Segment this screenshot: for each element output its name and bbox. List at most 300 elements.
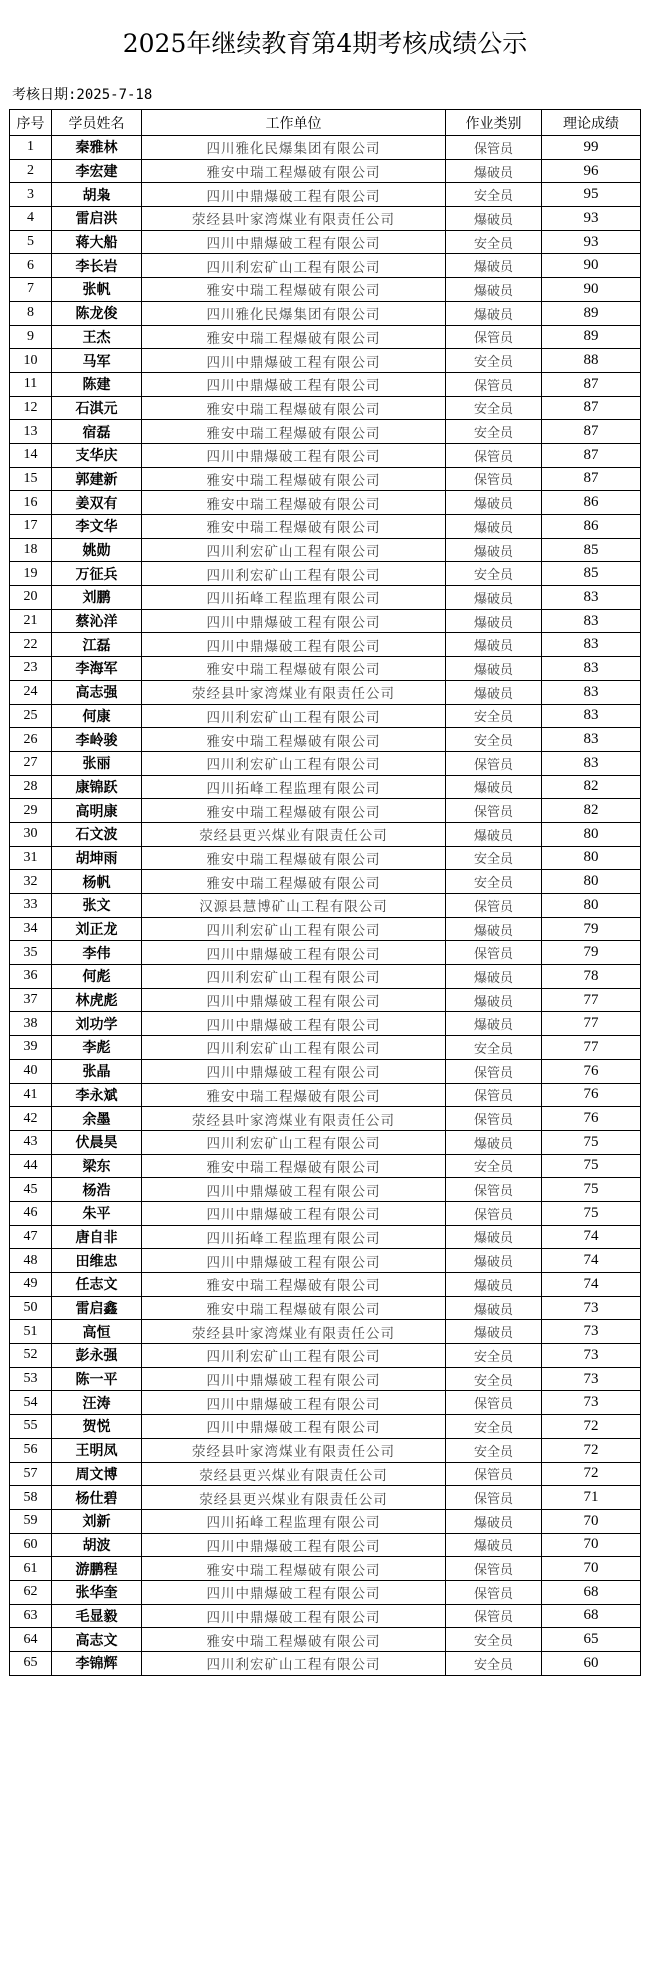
- student-name: 张文: [52, 894, 142, 918]
- table-row: [10, 1107, 641, 1131]
- student-name: 姜双有: [52, 491, 142, 515]
- student-name: 李永斌: [52, 1083, 142, 1107]
- job-category: 爆破员: [446, 917, 542, 941]
- theory-score: 70: [542, 1533, 641, 1557]
- theory-score: 83: [542, 609, 641, 633]
- row-number: 27: [10, 751, 52, 775]
- theory-score: 65: [542, 1628, 641, 1652]
- table-row: [10, 917, 641, 941]
- header-score: 理论成绩: [542, 110, 641, 136]
- table-row: [10, 1083, 641, 1107]
- student-name: 马军: [52, 349, 142, 373]
- theory-score: 83: [542, 751, 641, 775]
- row-number: 49: [10, 1273, 52, 1297]
- row-number: 3: [10, 183, 52, 207]
- theory-score: 76: [542, 1083, 641, 1107]
- student-name: 郭建新: [52, 467, 142, 491]
- row-number: 38: [10, 1012, 52, 1036]
- work-unit: 四川中鼎爆破工程有限公司: [142, 372, 446, 396]
- job-category: 保管员: [446, 467, 542, 491]
- work-unit: 四川中鼎爆破工程有限公司: [142, 183, 446, 207]
- table-row: [10, 941, 641, 965]
- theory-score: 96: [542, 159, 641, 183]
- row-number: 29: [10, 799, 52, 823]
- work-unit: 雅安中瑞工程爆破有限公司: [142, 420, 446, 444]
- work-unit: 荥经县叶家湾煤业有限责任公司: [142, 207, 446, 231]
- row-number: 54: [10, 1391, 52, 1415]
- theory-score: 90: [542, 278, 641, 302]
- row-number: 11: [10, 372, 52, 396]
- work-unit: 荥经县叶家湾煤业有限责任公司: [142, 1320, 446, 1344]
- student-name: 毛显毅: [52, 1604, 142, 1628]
- job-category: 安全员: [446, 1652, 542, 1676]
- row-number: 57: [10, 1462, 52, 1486]
- work-unit: 雅安中瑞工程爆破有限公司: [142, 870, 446, 894]
- job-category: 爆破员: [446, 207, 542, 231]
- table-row: [10, 278, 641, 302]
- table-row: [10, 183, 641, 207]
- theory-score: 90: [542, 254, 641, 278]
- job-category: 爆破员: [446, 491, 542, 515]
- work-unit: 雅安中瑞工程爆破有限公司: [142, 846, 446, 870]
- student-name: 高明康: [52, 799, 142, 823]
- work-unit: 四川雅化民爆集团有限公司: [142, 301, 446, 325]
- job-category: 爆破员: [446, 680, 542, 704]
- row-number: 58: [10, 1486, 52, 1510]
- theory-score: 75: [542, 1154, 641, 1178]
- theory-score: 68: [542, 1604, 641, 1628]
- work-unit: 四川中鼎爆破工程有限公司: [142, 349, 446, 373]
- job-category: 保管员: [446, 1604, 542, 1628]
- theory-score: 85: [542, 538, 641, 562]
- work-unit: 雅安中瑞工程爆破有限公司: [142, 1628, 446, 1652]
- table-row: [10, 1652, 641, 1676]
- row-number: 52: [10, 1344, 52, 1368]
- theory-score: 73: [542, 1367, 641, 1391]
- work-unit: 雅安中瑞工程爆破有限公司: [142, 1273, 446, 1297]
- job-category: 爆破员: [446, 278, 542, 302]
- theory-score: 80: [542, 846, 641, 870]
- row-number: 16: [10, 491, 52, 515]
- theory-score: 86: [542, 515, 641, 539]
- table-row: [10, 1178, 641, 1202]
- work-unit: 四川拓峰工程监理有限公司: [142, 1225, 446, 1249]
- score-table: [9, 109, 641, 1676]
- table-row: [10, 159, 641, 183]
- table-row: [10, 1367, 641, 1391]
- table-row: [10, 1486, 641, 1510]
- table-row: [10, 870, 641, 894]
- exam-date: 考核日期:2025-7-18: [12, 87, 153, 103]
- student-name: 陈龙俊: [52, 301, 142, 325]
- table-row: [10, 420, 641, 444]
- theory-score: 60: [542, 1652, 641, 1676]
- table-row: [10, 965, 641, 989]
- job-category: 爆破员: [446, 1012, 542, 1036]
- table-row: [10, 515, 641, 539]
- row-number: 43: [10, 1130, 52, 1154]
- table-header: [10, 110, 641, 136]
- job-category: 爆破员: [446, 301, 542, 325]
- table-row: [10, 586, 641, 610]
- job-category: 保管员: [446, 136, 542, 160]
- row-number: 17: [10, 515, 52, 539]
- row-number: 63: [10, 1604, 52, 1628]
- table-row: [10, 1154, 641, 1178]
- theory-score: 70: [542, 1557, 641, 1581]
- table-row: [10, 1320, 641, 1344]
- row-number: 60: [10, 1533, 52, 1557]
- table-row: [10, 1225, 641, 1249]
- row-number: 53: [10, 1367, 52, 1391]
- row-number: 46: [10, 1201, 52, 1225]
- student-name: 胡波: [52, 1533, 142, 1557]
- work-unit: 四川利宏矿山工程有限公司: [142, 704, 446, 728]
- work-unit: 雅安中瑞工程爆破有限公司: [142, 728, 446, 752]
- row-number: 15: [10, 467, 52, 491]
- row-number: 8: [10, 301, 52, 325]
- theory-score: 70: [542, 1509, 641, 1533]
- table-row: [10, 1415, 641, 1439]
- table-row: [10, 1462, 641, 1486]
- job-category: 安全员: [446, 1154, 542, 1178]
- job-category: 安全员: [446, 1344, 542, 1368]
- student-name: 李文华: [52, 515, 142, 539]
- work-unit: 四川中鼎爆破工程有限公司: [142, 1178, 446, 1202]
- work-unit: 荥经县更兴煤业有限责任公司: [142, 822, 446, 846]
- row-number: 37: [10, 988, 52, 1012]
- job-category: 安全员: [446, 1036, 542, 1060]
- job-category: 安全员: [446, 1628, 542, 1652]
- table-row: [10, 1296, 641, 1320]
- student-name: 张丽: [52, 751, 142, 775]
- table-row: [10, 609, 641, 633]
- row-number: 26: [10, 728, 52, 752]
- row-number: 4: [10, 207, 52, 231]
- row-number: 61: [10, 1557, 52, 1581]
- job-category: 爆破员: [446, 1225, 542, 1249]
- table-row: [10, 230, 641, 254]
- header-unit: 工作单位: [142, 110, 446, 136]
- row-number: 47: [10, 1225, 52, 1249]
- job-category: 爆破员: [446, 1249, 542, 1273]
- work-unit: 四川中鼎爆破工程有限公司: [142, 1391, 446, 1415]
- job-category: 爆破员: [446, 965, 542, 989]
- theory-score: 93: [542, 230, 641, 254]
- theory-score: 68: [542, 1580, 641, 1604]
- job-category: 保管员: [446, 941, 542, 965]
- row-number: 1: [10, 136, 52, 160]
- theory-score: 77: [542, 988, 641, 1012]
- work-unit: 四川中鼎爆破工程有限公司: [142, 609, 446, 633]
- table-row: [10, 1344, 641, 1368]
- theory-score: 74: [542, 1273, 641, 1297]
- work-unit: 四川利宏矿山工程有限公司: [142, 1344, 446, 1368]
- student-name: 刘正龙: [52, 917, 142, 941]
- theory-score: 95: [542, 183, 641, 207]
- work-unit: 四川利宏矿山工程有限公司: [142, 965, 446, 989]
- table-row: [10, 1273, 641, 1297]
- theory-score: 76: [542, 1059, 641, 1083]
- student-name: 支华庆: [52, 443, 142, 467]
- student-name: 刘功学: [52, 1012, 142, 1036]
- work-unit: 荥经县叶家湾煤业有限责任公司: [142, 1438, 446, 1462]
- student-name: 蒋大船: [52, 230, 142, 254]
- job-category: 保管员: [446, 1462, 542, 1486]
- student-name: 王明凤: [52, 1438, 142, 1462]
- student-name: 杨浩: [52, 1178, 142, 1202]
- table-row: [10, 136, 641, 160]
- job-category: 保管员: [446, 372, 542, 396]
- theory-score: 86: [542, 491, 641, 515]
- student-name: 朱平: [52, 1201, 142, 1225]
- work-unit: 四川中鼎爆破工程有限公司: [142, 1533, 446, 1557]
- table-row: [10, 704, 641, 728]
- student-name: 唐自非: [52, 1225, 142, 1249]
- work-unit: 雅安中瑞工程爆破有限公司: [142, 159, 446, 183]
- row-number: 19: [10, 562, 52, 586]
- student-name: 张帆: [52, 278, 142, 302]
- job-category: 安全员: [446, 846, 542, 870]
- job-category: 安全员: [446, 230, 542, 254]
- work-unit: 四川中鼎爆破工程有限公司: [142, 1580, 446, 1604]
- theory-score: 77: [542, 1012, 641, 1036]
- job-category: 爆破员: [446, 1273, 542, 1297]
- theory-score: 99: [542, 136, 641, 160]
- table-row: [10, 894, 641, 918]
- student-name: 杨仕碧: [52, 1486, 142, 1510]
- theory-score: 73: [542, 1344, 641, 1368]
- table-row: [10, 349, 641, 373]
- theory-score: 87: [542, 372, 641, 396]
- job-category: 保管员: [446, 751, 542, 775]
- work-unit: 雅安中瑞工程爆破有限公司: [142, 799, 446, 823]
- theory-score: 74: [542, 1225, 641, 1249]
- student-name: 梁东: [52, 1154, 142, 1178]
- job-category: 爆破员: [446, 609, 542, 633]
- work-unit: 四川中鼎爆破工程有限公司: [142, 988, 446, 1012]
- work-unit: 四川中鼎爆破工程有限公司: [142, 1604, 446, 1628]
- work-unit: 四川中鼎爆破工程有限公司: [142, 443, 446, 467]
- student-name: 游鹏程: [52, 1557, 142, 1581]
- work-unit: 雅安中瑞工程爆破有限公司: [142, 515, 446, 539]
- work-unit: 四川利宏矿山工程有限公司: [142, 751, 446, 775]
- job-category: 爆破员: [446, 1509, 542, 1533]
- student-name: 余墨: [52, 1107, 142, 1131]
- work-unit: 雅安中瑞工程爆破有限公司: [142, 1557, 446, 1581]
- table-row: [10, 1533, 641, 1557]
- student-name: 万征兵: [52, 562, 142, 586]
- row-number: 35: [10, 941, 52, 965]
- work-unit: 四川利宏矿山工程有限公司: [142, 254, 446, 278]
- student-name: 伏晨昊: [52, 1130, 142, 1154]
- work-unit: 荥经县更兴煤业有限责任公司: [142, 1462, 446, 1486]
- theory-score: 72: [542, 1415, 641, 1439]
- row-number: 41: [10, 1083, 52, 1107]
- work-unit: 四川拓峰工程监理有限公司: [142, 775, 446, 799]
- student-name: 张华奎: [52, 1580, 142, 1604]
- student-name: 蔡沁洋: [52, 609, 142, 633]
- theory-score: 82: [542, 775, 641, 799]
- row-number: 40: [10, 1059, 52, 1083]
- job-category: 安全员: [446, 1367, 542, 1391]
- theory-score: 75: [542, 1201, 641, 1225]
- student-name: 何彪: [52, 965, 142, 989]
- table-row: [10, 1036, 641, 1060]
- row-number: 2: [10, 159, 52, 183]
- table-row: [10, 207, 641, 231]
- table-row: [10, 1604, 641, 1628]
- row-number: 18: [10, 538, 52, 562]
- student-name: 陈建: [52, 372, 142, 396]
- table-row: [10, 254, 641, 278]
- header-name: 学员姓名: [52, 110, 142, 136]
- job-category: 保管员: [446, 1580, 542, 1604]
- job-category: 安全员: [446, 396, 542, 420]
- table-row: [10, 775, 641, 799]
- student-name: 宿磊: [52, 420, 142, 444]
- work-unit: 四川中鼎爆破工程有限公司: [142, 1249, 446, 1273]
- job-category: 安全员: [446, 870, 542, 894]
- job-category: 爆破员: [446, 775, 542, 799]
- theory-score: 83: [542, 586, 641, 610]
- student-name: 王杰: [52, 325, 142, 349]
- student-name: 雷启鑫: [52, 1296, 142, 1320]
- theory-score: 71: [542, 1486, 641, 1510]
- table-row: [10, 1580, 641, 1604]
- job-category: 爆破员: [446, 515, 542, 539]
- table-row: [10, 1130, 641, 1154]
- student-name: 胡坤雨: [52, 846, 142, 870]
- row-number: 7: [10, 278, 52, 302]
- theory-score: 87: [542, 420, 641, 444]
- theory-score: 75: [542, 1130, 641, 1154]
- student-name: 贺悦: [52, 1415, 142, 1439]
- theory-score: 93: [542, 207, 641, 231]
- row-number: 45: [10, 1178, 52, 1202]
- page-title: 2025年继续教育第4期考核成绩公示: [122, 29, 528, 58]
- job-category: 安全员: [446, 420, 542, 444]
- student-name: 秦雅林: [52, 136, 142, 160]
- theory-score: 87: [542, 396, 641, 420]
- row-number: 5: [10, 230, 52, 254]
- row-number: 20: [10, 586, 52, 610]
- row-number: 28: [10, 775, 52, 799]
- job-category: 保管员: [446, 443, 542, 467]
- job-category: 安全员: [446, 1415, 542, 1439]
- row-number: 31: [10, 846, 52, 870]
- job-category: 爆破员: [446, 1296, 542, 1320]
- job-category: 保管员: [446, 1557, 542, 1581]
- table-row: [10, 728, 641, 752]
- student-name: 李锦辉: [52, 1652, 142, 1676]
- row-number: 34: [10, 917, 52, 941]
- student-name: 李伟: [52, 941, 142, 965]
- work-unit: 四川中鼎爆破工程有限公司: [142, 230, 446, 254]
- table-row: [10, 325, 641, 349]
- table-body: [10, 136, 641, 1676]
- student-name: 汪涛: [52, 1391, 142, 1415]
- job-category: 安全员: [446, 1438, 542, 1462]
- work-unit: 四川利宏矿山工程有限公司: [142, 562, 446, 586]
- work-unit: 四川利宏矿山工程有限公司: [142, 1652, 446, 1676]
- work-unit: 四川利宏矿山工程有限公司: [142, 1130, 446, 1154]
- theory-score: 79: [542, 941, 641, 965]
- work-unit: 四川利宏矿山工程有限公司: [142, 917, 446, 941]
- theory-score: 80: [542, 870, 641, 894]
- theory-score: 83: [542, 704, 641, 728]
- work-unit: 四川雅化民爆集团有限公司: [142, 136, 446, 160]
- job-category: 爆破员: [446, 538, 542, 562]
- work-unit: 雅安中瑞工程爆破有限公司: [142, 396, 446, 420]
- work-unit: 四川利宏矿山工程有限公司: [142, 1036, 446, 1060]
- header-type: 作业类别: [446, 110, 542, 136]
- student-name: 李岭骏: [52, 728, 142, 752]
- row-number: 44: [10, 1154, 52, 1178]
- row-number: 65: [10, 1652, 52, 1676]
- theory-score: 83: [542, 680, 641, 704]
- student-name: 刘新: [52, 1509, 142, 1533]
- row-number: 51: [10, 1320, 52, 1344]
- table-row: [10, 988, 641, 1012]
- job-category: 保管员: [446, 799, 542, 823]
- row-number: 12: [10, 396, 52, 420]
- job-category: 安全员: [446, 183, 542, 207]
- theory-score: 75: [542, 1178, 641, 1202]
- job-category: 保管员: [446, 325, 542, 349]
- theory-score: 72: [542, 1438, 641, 1462]
- table-row: [10, 562, 641, 586]
- theory-score: 73: [542, 1391, 641, 1415]
- student-name: 张晶: [52, 1059, 142, 1083]
- table-row: [10, 1391, 641, 1415]
- theory-score: 80: [542, 894, 641, 918]
- theory-score: 87: [542, 467, 641, 491]
- row-number: 6: [10, 254, 52, 278]
- header-row: [10, 110, 641, 136]
- table-row: [10, 443, 641, 467]
- row-number: 48: [10, 1249, 52, 1273]
- theory-score: 83: [542, 633, 641, 657]
- job-category: 爆破员: [446, 1320, 542, 1344]
- work-unit: 雅安中瑞工程爆破有限公司: [142, 1083, 446, 1107]
- job-category: 保管员: [446, 1486, 542, 1510]
- row-number: 9: [10, 325, 52, 349]
- work-unit: 雅安中瑞工程爆破有限公司: [142, 1296, 446, 1320]
- row-number: 59: [10, 1509, 52, 1533]
- student-name: 高志文: [52, 1628, 142, 1652]
- job-category: 爆破员: [446, 586, 542, 610]
- student-name: 李宏建: [52, 159, 142, 183]
- work-unit: 雅安中瑞工程爆破有限公司: [142, 278, 446, 302]
- row-number: 10: [10, 349, 52, 373]
- row-number: 24: [10, 680, 52, 704]
- row-number: 33: [10, 894, 52, 918]
- table-row: [10, 301, 641, 325]
- theory-score: 88: [542, 349, 641, 373]
- row-number: 14: [10, 443, 52, 467]
- job-category: 爆破员: [446, 1130, 542, 1154]
- theory-score: 73: [542, 1296, 641, 1320]
- theory-score: 79: [542, 917, 641, 941]
- job-category: 安全员: [446, 704, 542, 728]
- job-category: 安全员: [446, 562, 542, 586]
- student-name: 高恒: [52, 1320, 142, 1344]
- row-number: 30: [10, 822, 52, 846]
- student-name: 李彪: [52, 1036, 142, 1060]
- student-name: 何康: [52, 704, 142, 728]
- work-unit: 四川中鼎爆破工程有限公司: [142, 1059, 446, 1083]
